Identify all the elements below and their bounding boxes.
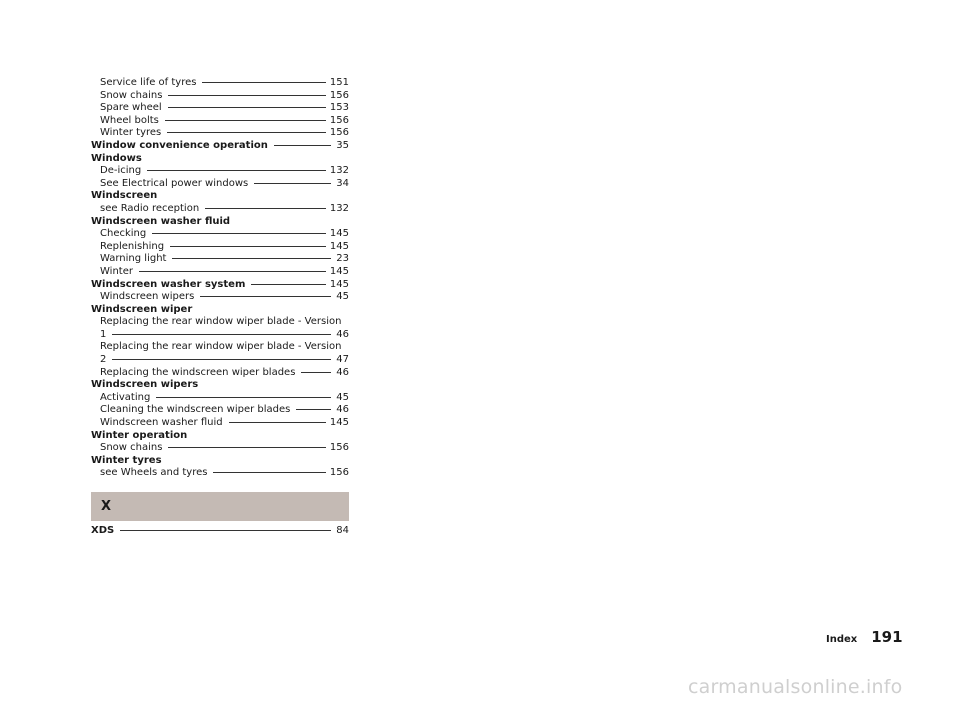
index-entry [91, 329, 349, 342]
entry-page: 145 [329, 265, 349, 277]
index-heading: Winter operation [91, 429, 188, 441]
index-entry [91, 367, 349, 380]
entry-page: 132 [329, 202, 349, 214]
index-entry [91, 102, 349, 115]
page-footer [826, 628, 903, 646]
entry-term-first-line: Replacing the rear window wiper blade - Version [100, 341, 342, 353]
entry-page: 46 [336, 366, 349, 378]
index-heading: Winter tyres [91, 454, 162, 466]
entry-term: Windscreen wipers [100, 291, 195, 303]
entry-page: 34 [336, 177, 349, 189]
dot-leader [168, 107, 326, 108]
index-entry [91, 115, 349, 128]
dot-leader [147, 170, 326, 171]
index-entry [91, 241, 349, 254]
dot-leader [251, 284, 326, 285]
index-heading: Windscreen wiper [91, 303, 193, 315]
entry-page: 145 [329, 417, 349, 429]
index-heading: Windscreen [91, 190, 158, 202]
index-entry [91, 442, 349, 455]
section-letter: X [101, 499, 112, 514]
dot-leader [229, 422, 326, 423]
index-heading: Windscreen washer fluid [91, 215, 231, 227]
dot-leader [205, 208, 326, 209]
entry-term: Service life of tyres [100, 77, 197, 88]
dot-leader [296, 409, 331, 410]
entry-page: 156 [329, 114, 349, 126]
dot-leader [274, 145, 331, 146]
index-entry [91, 354, 349, 367]
entry-page: 145 [329, 240, 349, 252]
index-entry [91, 266, 349, 279]
index-entry [91, 392, 349, 405]
entry-term: 2 [100, 354, 107, 366]
entry-term: see Wheels and tyres [100, 467, 208, 479]
entry-term: Cleaning the windscreen wiper blades [100, 404, 291, 416]
entry-term: Winter tyres [100, 127, 162, 139]
dot-leader [168, 447, 325, 448]
dot-leader [165, 120, 326, 121]
dot-leader [170, 246, 326, 247]
index-heading-entry [91, 279, 349, 292]
entry-page: 145 [329, 278, 349, 290]
entry-term: Windscreen washer system [91, 278, 246, 290]
entry-term-first-line: Replacing the rear window wiper blade - Version [100, 316, 342, 328]
dot-leader [139, 271, 326, 272]
dot-leader [112, 334, 331, 335]
entry-term: see Radio reception [100, 202, 200, 214]
entry-term: Wheel bolts [100, 114, 159, 126]
index-entry [91, 90, 349, 103]
index-entry [91, 165, 349, 178]
entry-term: Replacing the windscreen wiper blades [100, 366, 296, 378]
entry-page: 156 [329, 89, 349, 101]
entry-page: 151 [329, 77, 349, 88]
entry-term: Window convenience operation [91, 139, 268, 151]
index-entry [91, 203, 349, 216]
entry-term: Winter [100, 265, 133, 277]
dot-leader [168, 95, 325, 96]
dot-leader [301, 372, 331, 373]
entry-page: 145 [329, 228, 349, 240]
entry-term: Activating [100, 391, 151, 403]
index-entry [91, 178, 349, 191]
entry-term: De-icing [100, 165, 142, 177]
index-entry [91, 291, 349, 304]
entry-page: 156 [329, 442, 349, 454]
entry-term: Spare wheel [100, 102, 162, 114]
dot-leader [152, 233, 326, 234]
entry-term: XDS [91, 525, 115, 536]
index-heading-entry [91, 525, 349, 538]
dot-leader [200, 296, 331, 297]
dot-leader [112, 359, 331, 360]
entry-term: Checking [100, 228, 147, 240]
entry-page: 153 [329, 102, 349, 114]
entry-page: 156 [329, 467, 349, 479]
index-entry [91, 127, 349, 140]
entry-page: 35 [336, 139, 349, 151]
index-heading: Windscreen wipers [91, 379, 199, 391]
entry-page: 84 [336, 525, 349, 536]
index-entry [91, 77, 349, 90]
dot-leader [156, 397, 331, 398]
entry-term: Replenishing [100, 240, 165, 252]
dot-leader [202, 82, 325, 83]
entry-page: 23 [336, 253, 349, 265]
dot-leader [213, 472, 325, 473]
entry-page: 45 [336, 291, 349, 303]
entry-page: 132 [329, 165, 349, 177]
letter-section-band [91, 492, 349, 521]
index-column [91, 77, 349, 538]
index-heading-entry [91, 140, 349, 153]
entry-term: Windscreen washer fluid [100, 417, 223, 429]
entry-term: Snow chains [100, 442, 163, 454]
watermark: carmanualsonline.info [688, 676, 903, 698]
index-entry [91, 253, 349, 266]
entry-term: 1 [100, 328, 107, 340]
page-number: 191 [871, 628, 903, 646]
index-entry [91, 404, 349, 417]
entry-page: 47 [336, 354, 349, 366]
dot-leader [254, 183, 331, 184]
entry-term: Snow chains [100, 89, 163, 101]
index-entry [91, 467, 349, 480]
dot-leader [120, 530, 331, 531]
entry-page: 45 [336, 391, 349, 403]
index-entry [91, 228, 349, 241]
dot-leader [172, 258, 331, 259]
entry-term: Warning light [100, 253, 167, 265]
dot-leader [167, 132, 326, 133]
entry-page: 46 [336, 404, 349, 416]
entry-term: See Electrical power windows [100, 177, 249, 189]
footer-section-label: Index [826, 634, 858, 645]
index-heading: Windows [91, 152, 142, 164]
index-entry [91, 417, 349, 430]
entry-page: 46 [336, 328, 349, 340]
entry-page: 156 [329, 127, 349, 139]
